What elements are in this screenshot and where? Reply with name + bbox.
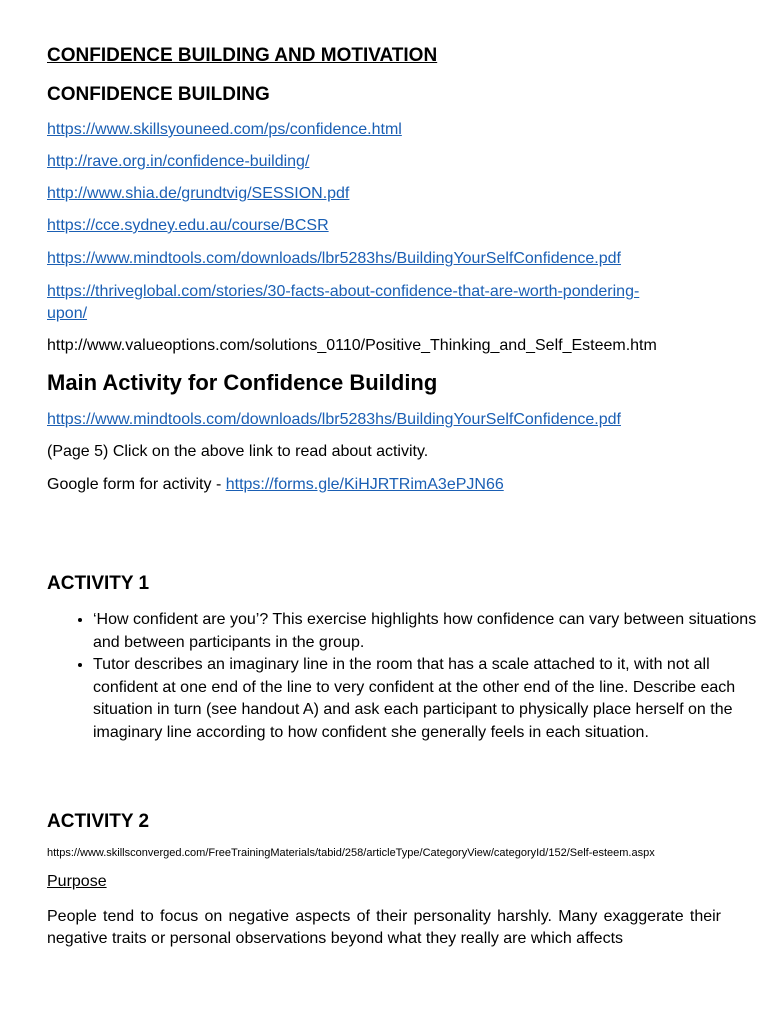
purpose-label: Purpose xyxy=(47,873,107,890)
list-item: • ‘How confident are you’? This exercise highlights how confidence can vary between situations and between participants in the group. xyxy=(93,609,768,654)
link-rave[interactable]: http://rave.org.in/confidence-building/ xyxy=(47,153,310,170)
activity1-list xyxy=(47,609,768,744)
link-thriveglobal-cont[interactable]: upon/ xyxy=(47,305,88,322)
skillsconverged-url: https://www.skillsconverged.com/FreeTrainingMaterials/tabid/258/articleType/CategoryView/categoryId/152/Self-esteem.aspx xyxy=(47,847,655,859)
link-thriveglobal[interactable]: https://thriveglobal.com/stories/30-facts-about-confidence-that-are-worth-pondering- xyxy=(47,283,640,300)
main-activity-heading: Main Activity for Confidence Building xyxy=(47,370,438,395)
document-title: CONFIDENCE BUILDING AND MOTIVATION xyxy=(47,45,438,66)
google-form-link[interactable]: https://forms.gle/KiHJRTRimA3ePJN66 xyxy=(225,476,504,493)
link-sydney[interactable]: https://cce.sydney.edu.au/course/BCSR xyxy=(47,217,329,234)
purpose-paragraph: People tend to focus on negative aspects of their personality harshly. Many exaggerate their negative traits or personal observations beyond what they really are which affects xyxy=(47,908,721,947)
confidence-building-heading: CONFIDENCE BUILDING xyxy=(47,84,270,105)
valueoptions-url: http://www.valueoptions.com/solutions_0110/Positive_Thinking_and_Self_Esteem.htm xyxy=(47,337,657,354)
google-form-line xyxy=(47,476,504,494)
page-note: (Page 5) Click on the above link to read about activity. xyxy=(47,443,429,460)
activity1-heading: ACTIVITY 1 xyxy=(47,573,150,594)
list-item: • Tutor describes an imaginary line in the room that has a scale attached to it, with not all confident at one end of the line to very confident at the other end of the line. Describe each situation in turn (see handout A) and ask each participant to physically place herself on the imaginary line according to how confident she generally feels in each situation. xyxy=(93,654,768,744)
google-form-label: Google form for activity - xyxy=(47,476,226,493)
activity2-heading: ACTIVITY 2 xyxy=(47,811,150,832)
link-skillsyouneed[interactable]: https://www.skillsyouneed.com/ps/confidence.html xyxy=(47,121,402,138)
main-activity-link[interactable]: https://www.mindtools.com/downloads/lbr5283hs/BuildingYourSelfConfidence.pdf xyxy=(47,411,621,428)
link-mindtools[interactable]: https://www.mindtools.com/downloads/lbr5283hs/BuildingYourSelfConfidence.pdf xyxy=(47,250,621,267)
link-shia[interactable]: http://www.shia.de/grundtvig/SESSION.pdf xyxy=(47,185,350,202)
